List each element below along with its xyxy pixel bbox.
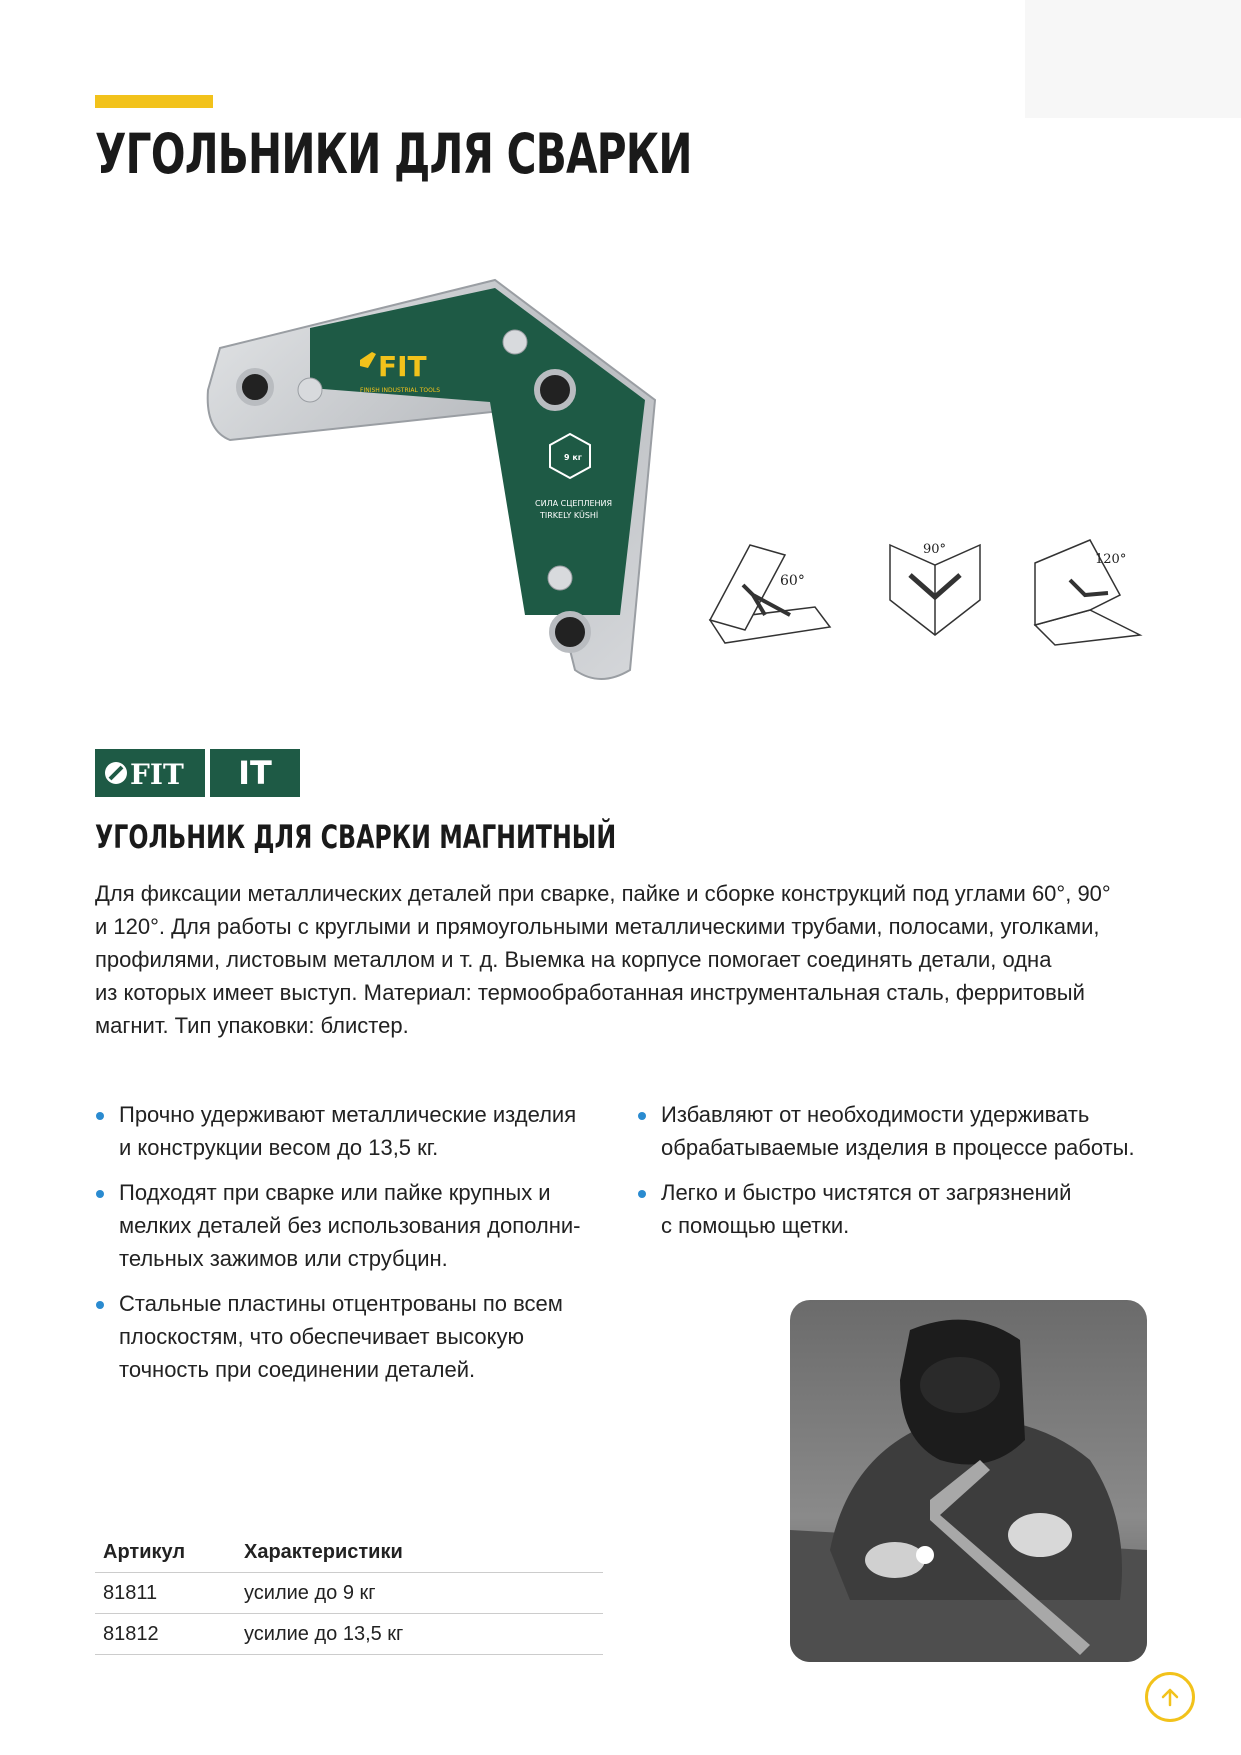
arrow-up-icon xyxy=(1158,1685,1182,1709)
product-image xyxy=(200,270,670,690)
brand-logos xyxy=(95,749,300,797)
svg-text:FINISH INDUSTRIAL TOOLS: FINISH INDUSTRIAL TOOLS xyxy=(360,387,441,394)
feature-item: Стальные пластины отцентрованы по всем плоскостям, что обеспечивает высокую точность при соединении деталей. xyxy=(95,1287,615,1386)
angle-60-diagram xyxy=(705,535,833,655)
angle-90-diagram xyxy=(885,535,985,640)
table-row xyxy=(95,1614,603,1655)
product-name: УГОЛЬНИК ДЛЯ СВАРКИ МАГНИТНЫЙ xyxy=(95,818,617,856)
svg-text:СИЛА СЦЕПЛЕНИЯ: СИЛА СЦЕПЛЕНИЯ xyxy=(535,499,613,508)
corner-shade xyxy=(1025,0,1241,118)
svg-text:FIT: FIT xyxy=(130,758,184,789)
feature-item: Легко и быстро чистятся от загрязнений с помощью щетки. xyxy=(637,1176,1197,1242)
description-line: и 120°. Для работы с круглыми и прямоугольными металлическими трубами, полосами, уголками, xyxy=(95,914,1100,939)
table-header-row xyxy=(95,1533,603,1573)
description-line: магнит. Тип упаковки: блистер. xyxy=(95,1013,409,1038)
column-header-specs: Характеристики xyxy=(236,1533,603,1573)
svg-text:120°: 120° xyxy=(1095,552,1127,567)
green-label-panel xyxy=(310,288,645,615)
spec-table xyxy=(95,1533,603,1655)
article-cell: 81812 xyxy=(95,1614,236,1655)
features-left xyxy=(95,1098,615,1398)
svg-text:60°: 60° xyxy=(780,573,805,589)
fit-logo xyxy=(95,749,205,797)
svg-text:TIRKELY KÜSHİ: TIRKELY KÜSHİ xyxy=(540,511,599,520)
title-accent-bar xyxy=(95,95,213,108)
column-header-article: Артикул xyxy=(95,1533,236,1573)
welder-photo xyxy=(790,1300,1147,1662)
scroll-to-top-button[interactable] xyxy=(1145,1672,1195,1722)
svg-text:9 кг: 9 кг xyxy=(564,453,582,462)
feature-item: Избавляют от необходимости удерживать обрабатываемые изделия в процессе работы. xyxy=(637,1098,1197,1164)
article-cell: 81811 xyxy=(95,1573,236,1614)
spec-cell: усилие до 13,5 кг xyxy=(236,1614,603,1655)
page-title: УГОЛЬНИКИ ДЛЯ СВАРКИ xyxy=(95,122,692,186)
svg-text:FIT: FIT xyxy=(378,350,427,383)
svg-text:90°: 90° xyxy=(923,542,947,557)
table-row xyxy=(95,1573,603,1614)
product-description xyxy=(95,877,1155,1042)
it-logo-text: IT xyxy=(238,754,272,792)
angle-120-diagram xyxy=(1030,535,1145,647)
features-right xyxy=(637,1098,1197,1254)
description-line: из которых имеет выступ. Материал: термообработанная инструментальная сталь, ферритовый xyxy=(95,980,1085,1005)
description-line: Для фиксации металлических деталей при сварке, пайке и сборке конструкций под углами 60°, 90° xyxy=(95,881,1111,906)
feature-item: Подходят при сварке или пайке крупных и мелких деталей без использования дополни- тельных зажимов или струбцин. xyxy=(95,1176,615,1275)
spec-cell: усилие до 9 кг xyxy=(236,1573,603,1614)
feature-item: Прочно удерживают металлические изделия и конструкции весом до 13,5 кг. xyxy=(95,1098,615,1164)
fit-logo-mark xyxy=(102,757,198,789)
it-logo xyxy=(210,749,300,797)
description-line: профилями, листовым металлом и т. д. Выемка на корпусе помогает соединять детали, одна xyxy=(95,947,1052,972)
